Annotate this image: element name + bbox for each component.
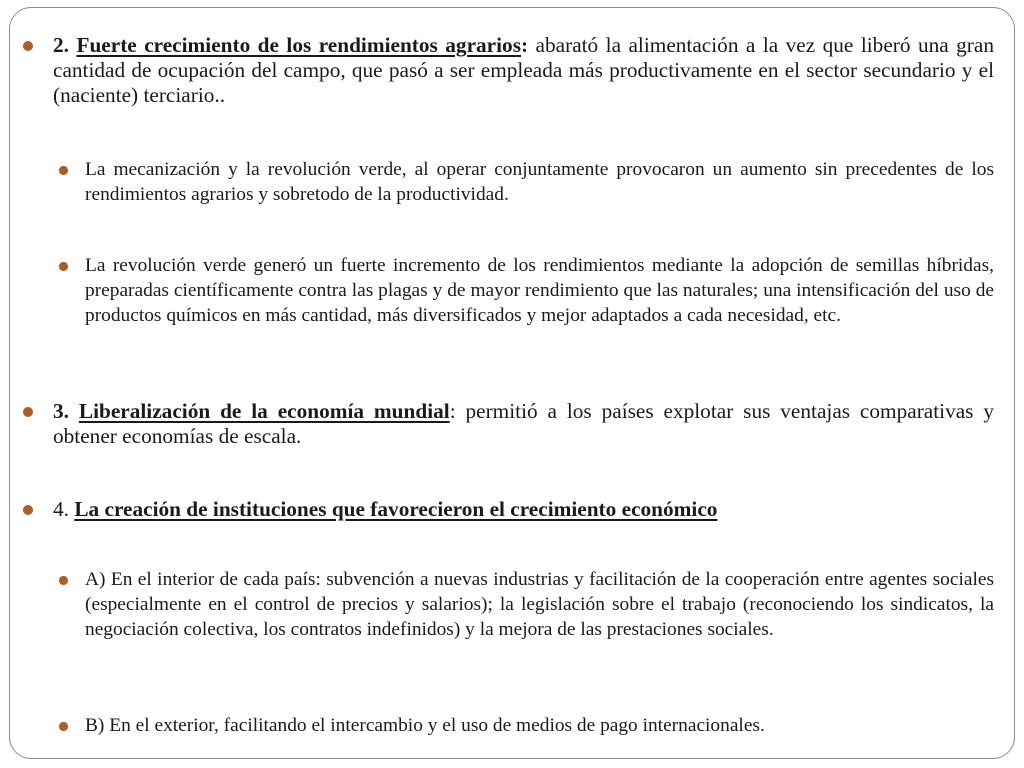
sub-item-text: A) En el interior de cada país: subvención a nuevas industrias y facilitación de la cooperación entre agentes sociales (especialmente en el control de precios y salarios); la legislación sobre el trabajo (reconociendo los sindicatos, la negociación colectiva, los contratos indefinidos) y la mejora de las prestaciones sociales. <box>85 569 994 640</box>
item-number: 4. <box>53 497 69 521</box>
item-number: 3. <box>53 399 69 423</box>
sub-list-item <box>85 253 994 328</box>
bullet-icon <box>59 262 68 271</box>
list-item <box>53 497 994 522</box>
item-heading: Fuerte crecimiento de los rendimientos agrarios <box>76 33 521 57</box>
sub-list-item <box>85 567 994 642</box>
sub-list-item <box>85 157 994 207</box>
sub-item-text: B) En el exterior, facilitando el intercambio y el uso de medios de pago internacionales. <box>85 715 765 736</box>
list-item <box>53 399 994 449</box>
list-item <box>53 33 994 108</box>
bullet-icon <box>23 505 33 515</box>
sub-item-text: La revolución verde generó un fuerte incremento de los rendimientos mediante la adopción de semillas híbridas, preparadas científicamente contra las plagas y de mayor rendimiento que las naturales; una intensificación del uso de productos químicos en más cantidad, más diversificados y mejor adaptados a cada necesidad, etc. <box>85 255 994 326</box>
item-separator: : <box>521 33 529 57</box>
item-number: 2. <box>53 33 69 57</box>
item-heading: Liberalización de la economía mundial <box>78 399 450 423</box>
item-text: abarató la alimentación a la vez que liberó una gran cantidad de ocupación del campo, que pasó a ser empleada más productivamente en el sector secundario y el (naciente) terciario.. <box>53 33 994 107</box>
item-heading: La creación de instituciones que favorecieron el crecimiento económico <box>74 497 718 521</box>
bullet-icon <box>59 722 68 731</box>
bullet-icon <box>59 576 68 585</box>
sub-list-item <box>85 713 994 738</box>
bullet-icon <box>23 407 33 417</box>
bullet-icon <box>59 166 68 175</box>
item-text: permitió a los países explotar sus ventajas comparativas y obtener economías de escala. <box>53 399 994 448</box>
sub-item-text: La mecanización y la revolución verde, al operar conjuntamente provocaron un aumento sin precedentes de los rendimientos agrarios y sobretodo de la productividad. <box>85 159 994 205</box>
bullet-icon <box>23 41 33 51</box>
item-separator: : <box>449 399 456 423</box>
